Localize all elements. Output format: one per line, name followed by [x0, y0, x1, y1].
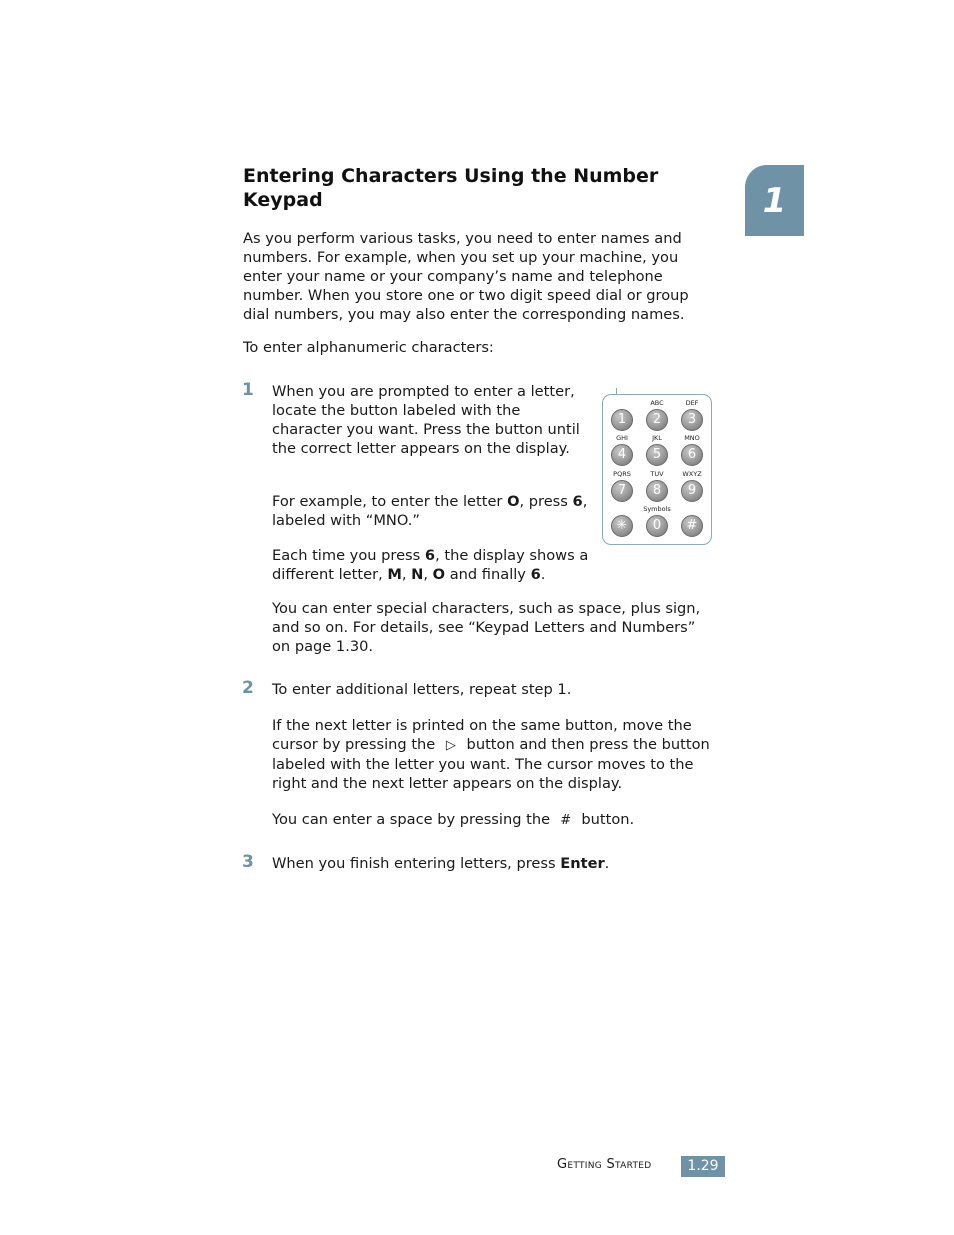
keypad-key-0: 0 [646, 515, 668, 537]
step-number-2: 2 [242, 678, 254, 698]
keypad-key-1: 1 [611, 409, 633, 431]
keypad-letters-abc: ABC [650, 399, 664, 407]
step-number-1: 1 [242, 380, 254, 400]
step-1-text: When you are prompted to enter a letter, locate the button labeled with the character you want. Press the button until the correct letter appears on the display. [272, 383, 580, 457]
chapter-tab [745, 165, 804, 236]
keypad-key-star: ✳ [611, 515, 633, 537]
keypad-key-4: 4 [611, 444, 633, 466]
number-keypad-illustration [602, 394, 712, 545]
section-heading: Entering Characters Using the Number Keypad [243, 165, 659, 211]
step-1-example: For example, to enter the letter O, press 6, labeled with “MNO.” [272, 493, 588, 529]
step-3-text: When you finish entering letters, press Enter. [272, 855, 610, 872]
step-number-3: 3 [242, 852, 254, 872]
keypad-key-8: 8 [646, 480, 668, 502]
step-1-special-chars: You can enter special characters, such as space, plus sign, and so on. For details, see “Keypad Letters and Numbers” on page 1.30. [272, 600, 701, 655]
step-2-next-letter: If the next letter is printed on the same button, move the cursor by pressing the ▷ button and then press the button labeled with the letter you want. The cursor moves to the right and the next letter appears on the display. [272, 717, 710, 792]
keypad-letters-pqrs: PQRS [613, 470, 631, 478]
keypad-key-9: 9 [681, 480, 703, 502]
keypad-key-2: 2 [646, 409, 668, 431]
keypad-letters-jkl: JKL [652, 434, 662, 442]
keypad-key-3: 3 [681, 409, 703, 431]
keypad-letters-tuv: TUV [650, 470, 664, 478]
keypad-letters-mno: MNO [684, 434, 700, 442]
keypad-key-6: 6 [681, 444, 703, 466]
keypad-letters-wxyz: WXYZ [682, 470, 702, 478]
right-arrow-icon: ▷ [445, 738, 456, 753]
step-1-each-time: Each time you press 6, the display shows a different letter, M, N, O and finally 6. [272, 547, 589, 583]
keypad-key-5: 5 [646, 444, 668, 466]
keypad-letters-def: DEF [685, 399, 699, 407]
hash-key-icon: # [560, 813, 572, 828]
keypad-letters-ghi: GHI [616, 434, 628, 442]
intro-paragraph: As you perform various tasks, you need to enter names and numbers. For example, when you set up your machine, you enter your name or your company’s name and telephone number. When you store one or two digit speed dial or group dial numbers, you may also enter the corresponding names. [243, 230, 689, 323]
keypad-key-hash: # [681, 515, 703, 537]
keypad-letters-symbols: Symbols [643, 505, 671, 513]
step-2-text: To enter additional letters, repeat step 1. [272, 681, 572, 698]
chapter-number: 1 [762, 180, 787, 221]
footer-section-title: Getting Started [557, 1157, 652, 1172]
keypad-key-7: 7 [611, 480, 633, 502]
page-number: 1.29 [681, 1156, 725, 1177]
lead-in-text: To enter alphanumeric characters: [243, 339, 494, 356]
step-2-space: You can enter a space by pressing the # button. [272, 811, 635, 828]
